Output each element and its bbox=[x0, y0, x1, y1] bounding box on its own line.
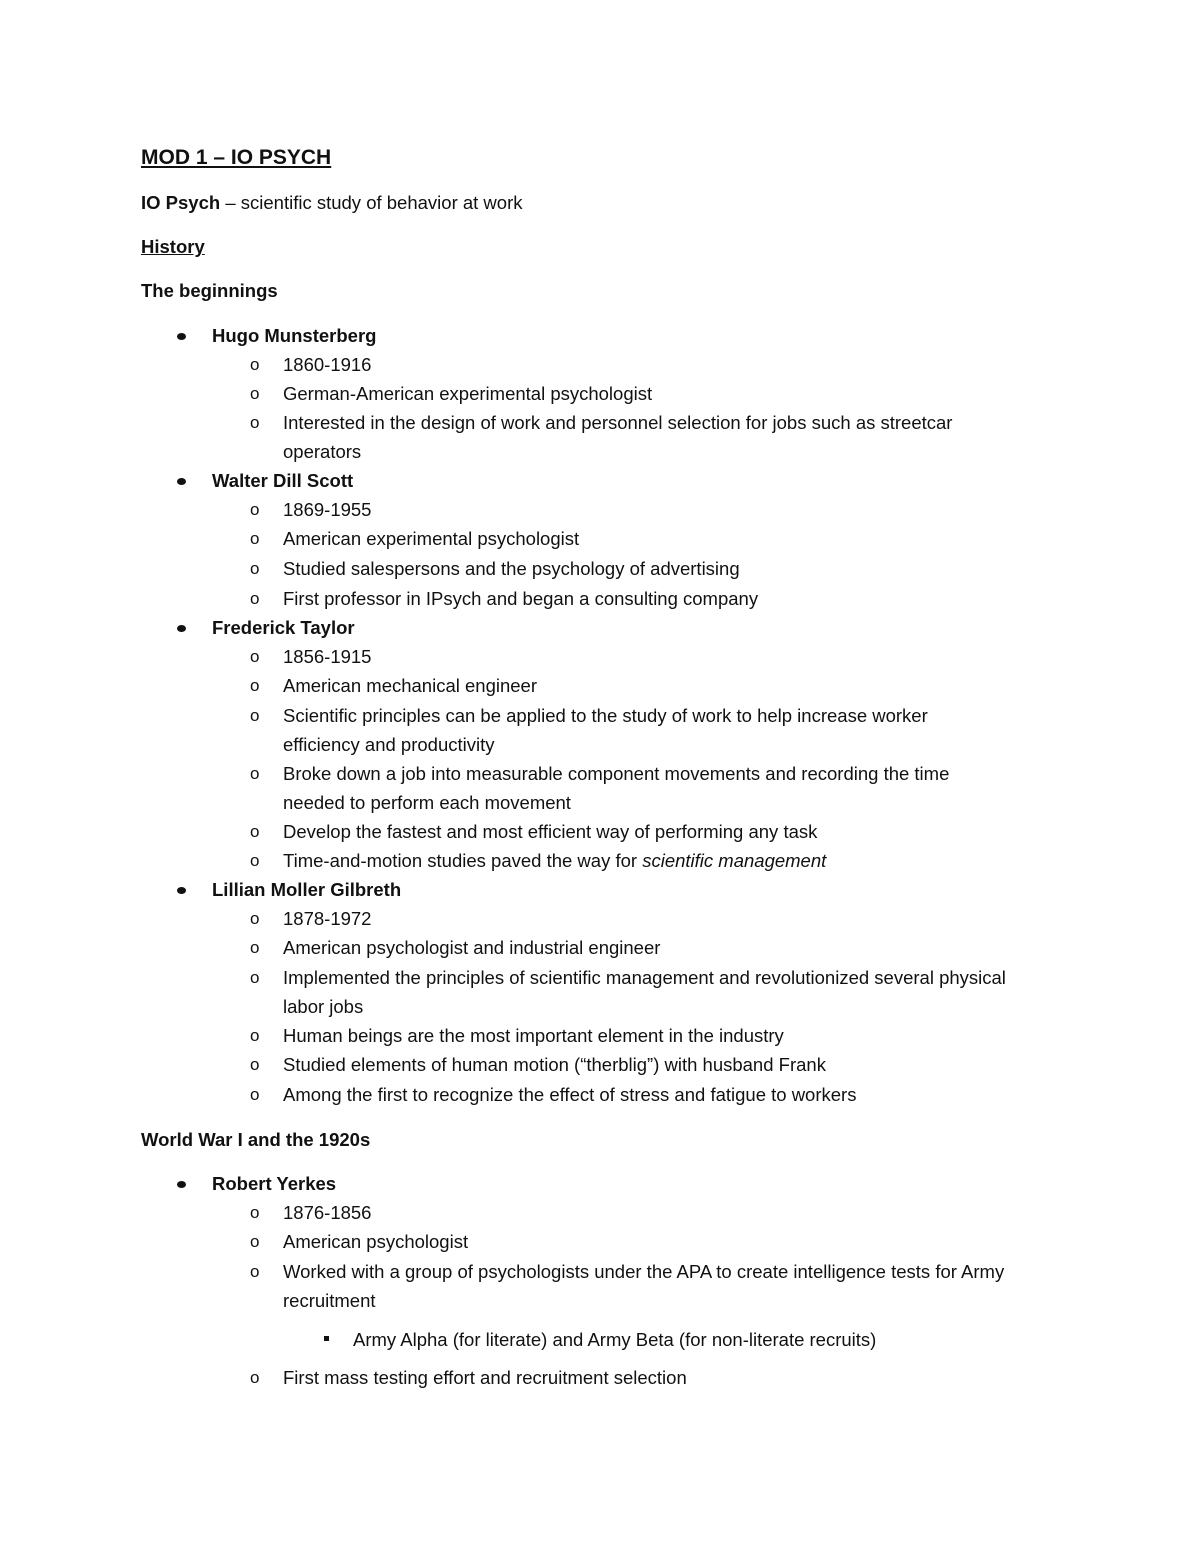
list-item: Broke down a job into measurable component movements and recording the time bbox=[283, 763, 950, 784]
bullet-dot-icon bbox=[177, 1181, 186, 1188]
circle-bullet-icon: o bbox=[250, 589, 260, 608]
list-item: German-American experimental psychologist bbox=[283, 383, 653, 404]
person-name: Frederick Taylor bbox=[212, 617, 355, 638]
definition-line bbox=[141, 191, 523, 215]
list-item: Among the first to recognize the effect of stress and fatigue to workers bbox=[283, 1084, 857, 1105]
circle-bullet-icon: o bbox=[250, 500, 260, 519]
list-item-continuation: operators bbox=[283, 441, 362, 462]
section-heading-wwi: World War I and the 1920s bbox=[141, 1129, 371, 1150]
bullet-dot-icon bbox=[177, 333, 186, 340]
circle-bullet-icon: o bbox=[250, 1055, 260, 1074]
list-item: First mass testing effort and recruitment selection bbox=[283, 1367, 687, 1388]
list-item: Implemented the principles of scientific management and revolutionized several physical bbox=[283, 967, 1006, 988]
circle-bullet-icon: o bbox=[250, 764, 260, 783]
list-item: 1876-1856 bbox=[283, 1202, 372, 1223]
list-item: Studied elements of human motion (“therblig”) with husband Frank bbox=[283, 1054, 826, 1075]
list-item: 1856-1915 bbox=[283, 646, 372, 667]
bullet-dot-icon bbox=[177, 625, 186, 632]
sub-list-item: Army Alpha (for literate) and Army Beta (for non-literate recruits) bbox=[353, 1329, 877, 1350]
list-item: 1860-1916 bbox=[283, 354, 372, 375]
circle-bullet-icon: o bbox=[250, 1262, 260, 1281]
circle-bullet-icon: o bbox=[250, 1232, 260, 1251]
list-item: Scientific principles can be applied to the study of work to help increase worker bbox=[283, 705, 928, 726]
circle-bullet-icon: o bbox=[250, 413, 260, 432]
list-item: Interested in the design of work and personnel selection for jobs such as streetcar bbox=[283, 412, 953, 433]
list-item: Human beings are the most important element in the industry bbox=[283, 1025, 784, 1046]
circle-bullet-icon: o bbox=[250, 1368, 260, 1387]
list-item: American experimental psychologist bbox=[283, 528, 580, 549]
list-item: 1869-1955 bbox=[283, 499, 372, 520]
list-item-continuation: efficiency and productivity bbox=[283, 734, 495, 755]
list-item: First professor in IPsych and began a consulting company bbox=[283, 588, 759, 609]
list-item-text: Time-and-motion studies paved the way for bbox=[283, 850, 643, 871]
person-name: Lillian Moller Gilbreth bbox=[212, 879, 402, 900]
bullet-dot-icon bbox=[177, 478, 186, 485]
person-name: Robert Yerkes bbox=[212, 1173, 337, 1194]
document-title: MOD 1 – IO PSYCH bbox=[141, 146, 332, 169]
circle-bullet-icon: o bbox=[250, 384, 260, 403]
italic-term: scientific management bbox=[642, 850, 827, 871]
list-item: American psychologist bbox=[283, 1231, 469, 1252]
circle-bullet-icon: o bbox=[250, 1026, 260, 1045]
list-item bbox=[283, 849, 826, 873]
person-name: Walter Dill Scott bbox=[212, 470, 354, 491]
circle-bullet-icon: o bbox=[250, 909, 260, 928]
circle-bullet-icon: o bbox=[250, 938, 260, 957]
circle-bullet-icon: o bbox=[250, 529, 260, 548]
person-name: Hugo Munsterberg bbox=[212, 325, 377, 346]
circle-bullet-icon: o bbox=[250, 851, 260, 870]
circle-bullet-icon: o bbox=[250, 676, 260, 695]
circle-bullet-icon: o bbox=[250, 355, 260, 374]
history-heading: History bbox=[141, 236, 205, 257]
list-item-continuation: needed to perform each movement bbox=[283, 792, 571, 813]
list-item: Studied salespersons and the psychology of advertising bbox=[283, 558, 740, 579]
circle-bullet-icon: o bbox=[250, 559, 260, 578]
list-item-continuation: labor jobs bbox=[283, 996, 364, 1017]
definition-text: – scientific study of behavior at work bbox=[220, 192, 523, 213]
list-item-continuation: recruitment bbox=[283, 1290, 376, 1311]
circle-bullet-icon: o bbox=[250, 822, 260, 841]
circle-bullet-icon: o bbox=[250, 647, 260, 666]
list-item: Worked with a group of psychologists under the APA to create intelligence tests for Army bbox=[283, 1261, 1005, 1282]
circle-bullet-icon: o bbox=[250, 968, 260, 987]
square-bullet-icon bbox=[324, 1336, 329, 1341]
list-item: American psychologist and industrial engineer bbox=[283, 937, 661, 958]
circle-bullet-icon: o bbox=[250, 1203, 260, 1222]
definition-term: IO Psych bbox=[141, 192, 221, 213]
circle-bullet-icon: o bbox=[250, 1085, 260, 1104]
list-item: American mechanical engineer bbox=[283, 675, 537, 696]
circle-bullet-icon: o bbox=[250, 706, 260, 725]
section-heading-beginnings: The beginnings bbox=[141, 280, 278, 301]
list-item: Develop the fastest and most efficient way of performing any task bbox=[283, 821, 818, 842]
bullet-dot-icon bbox=[177, 887, 186, 894]
list-item: 1878-1972 bbox=[283, 908, 372, 929]
